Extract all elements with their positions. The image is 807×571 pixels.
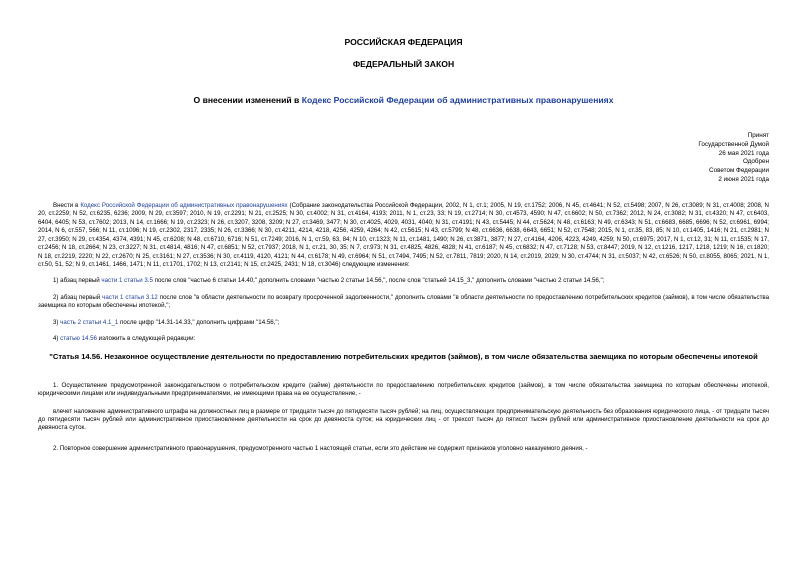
article-part-1: 1. Осуществление предусмотренной законодательством о потребительском кредите (займе) деятельности по предоставлению потребительских кредитов (займов), в том числе обязательства заемщика по которым обеспечены ипотекой, юридическими лицами или индивидуальными предпринимателями, не имеющими права на ее осуществление, - (38, 381, 769, 398)
intro-paragraph (38, 202, 769, 270)
adoption-approved: Одобрен (742, 158, 769, 166)
adoption-council-date: 2 июня 2021 года (718, 175, 769, 183)
intro-prefix: Внести в (53, 201, 81, 209)
amendment-item-3 (38, 319, 769, 327)
country-heading: РОССИЙСКАЯ ФЕДЕРАЦИЯ (344, 37, 463, 47)
law-type-heading: ФЕДЕРАЛЬНЫЙ ЗАКОН (352, 59, 455, 69)
item-3-prefix: 3) (53, 318, 61, 326)
article-penalty: влечет наложение административного штрафа на должностных лиц в размере от тридцати тысяч до пятидесяти тысяч рублей; на лиц, осуществляющих предпринимательскую деятельность без образования юридического лица, - от тридцати тысяч до пятидесяти тысяч рублей или административное приостановление деятельности на срок до девяноста суток; на юридических лиц - от трехсот тысяч до пятисот тысяч рублей или административное приостановление деятельности на срок до девяноста суток. (38, 407, 769, 432)
intro-text: (Собрание законодательства Российской Федерации, 2002, N 1, ст.1; 2005, N 19, ст.1752; 2006, N 45, ст.4641; N 52, ст.5498; 2007, N 26, ст.3089; N 31, ст.4008; 2008, N 20, ст.2259; N 52, ст.6235, 6236; 2009, N 29, ст.3597; 2010, N 19, ст.2291; N 21, ст.2525; N 30, ст.4002; N 31, ст.4164, 4193; 2011, N 1, ст.23, 33; N 19, ст.2714; N 30, ст.4573, 4590; N 47, ст.6602; N 50, ст.7362; 2012, N 24, ст.3082; N 31, ст.4320; N 47, ст.6403, 6404, 6405; N 53, ст.7602; 2013, N 14, ст.1666; N 19, ст.2323; N 26, ст.3207, 3208, 3209; N 27, ст.3469, 3477; N 30, ст.4025, 4029, 4031, 4040; N 31, ст.4191; N 43, ст.5445; N 44, ст.5624; N 48, ст.6163; N 49, ст.6343; N 51, ст.6683, 6685, 6696; N 52, ст.6961, 6994; 2014, N 6, ст.557, 566; N 11, ст.1096; N 19, ст.2302, 2317, 2335; N 26, ст.3366; N 30, ст.4211, 4214, 4218, 4256, 4259, 4264; N 42, ст.5615; N 43, ст.5799; N 48, ст.6636, 6638, 6643, 6651; N 52, ст.7548; 2015, N 1, ст.35, 83, 85; N 10, ст.1405, 1416; N 21, ст.2981; N 27, ст.3950; N 29, ст.4354, 4374, 4391; N 45, ст.6208; N 48, ст.6710, 6716; N 51, ст.7249; 2016, N 1, ст.59, 63, 84; N 10, ст.1323; N 11, ст.1481, 1490; N 26, ст.3871, 3877; N 27, ст.4164, 4206, 4223, 4249, 4259; N 50, ст.6975; 2017, N 1, ст.12, 31; N 11, ст.1535; N 17, ст.2456; N 18, ст.2664; N 23, ст.3227; N 31, ст.4814, 4816; N 47, ст.6851; N 52, ст.7937; 2018, N 1, ст.21, 30, 35; N 7, ст.973; N 31, ст.4825, 4826, 4828; N 41, ст.6187; N 45, ст.6832; N 47, ст.7128; N 53, ст.8447; 2019, N 12, ст.1216, 1217, 1218, 1219; N 16, ст.1820; N 18, ст.2219, 2220; N 22, ст.2670; N 25, ст.3161; N 27, ст.3536; N 30, ст.4119, 4120, 4121; N 44, ст.6178; N 49, ст.6964; N 51, ст.7494, 7495; N 52, ст.7811, 7819; 2020, N 14, ст.2019, 2029; N 30, ст.4744; N 31, ст.5037; N 42, ст.6526; N 50, ст.8055, 8065; 2021, N 1, ст.50, 51, 52; N 9, ст.1461, 1466, 1471; N 11, ст.1701, 1702; N 13, ст.2141; N 15, ст.2425, 2431; N 18, ст.3046) следующие изменения: (38, 201, 769, 268)
item-3-text: после цифр "14.31-14.33," дополнить цифрами "14.56,"; (118, 318, 280, 326)
item-1-link[interactable]: части 1 статьи 3.5 (101, 277, 153, 285)
item-2-text: после слов "в области деятельности по возврату просроченной задолженности," дополнить словами "в области деятельности по предоставлению потребительских кредитов (займов), в том числе обязательства заемщика по которым обеспечены ипотекой,"; (38, 293, 769, 310)
item-3-link[interactable]: часть 2 статьи 4.1_1 (60, 318, 119, 326)
adoption-duma: Государственной Думой (698, 140, 769, 148)
item-4-prefix: 4) (53, 335, 61, 343)
item-2-link[interactable]: части 1 статьи 3.12 (102, 293, 158, 301)
amendment-item-2 (38, 294, 769, 311)
article-part-2: 2. Повторное совершение административного правонарушения, предусмотренного частью 1 настоящей статьи, если это действие не содержит признаков уголовно наказуемого деяния, - (53, 444, 588, 452)
item-4-text: изложить в следующей редакции: (96, 335, 196, 343)
item-2-prefix: 2) абзац первый (53, 293, 103, 301)
law-title (38, 70, 769, 106)
adoption-block (38, 132, 769, 185)
adoption-duma-date: 26 мая 2021 года (718, 149, 769, 157)
law-title-prefix: О внесении изменений в (193, 95, 302, 105)
adoption-council: Советом Федерации (709, 167, 769, 175)
item-1-prefix: 1) абзац первый (53, 277, 102, 285)
item-4-link[interactable]: статью 14.56 (60, 335, 97, 343)
amendment-item-1 (38, 277, 769, 285)
adoption-accepted: Принят (747, 132, 769, 139)
amendment-item-4 (38, 335, 769, 343)
article-title: "Статья 14.56. Незаконное осуществление деятельности по предоставлению потребительских кредитов (займов), в том числе обязательства заемщика по которым обеспечены ипотекой (49, 351, 758, 361)
code-link[interactable]: Кодекс Российской Федерации об административных правонарушениях (301, 95, 614, 105)
item-1-text: после слов "частью 6 статьи 14.40," дополнить словами "частью 2 статьи 14.56,", после слов "статьей 14.15_3," дополнить словами "частью 2 статьи 14.56,"; (152, 277, 605, 285)
intro-code-link[interactable]: Кодекс Российской Федерации об административных правонарушениях (80, 201, 288, 209)
